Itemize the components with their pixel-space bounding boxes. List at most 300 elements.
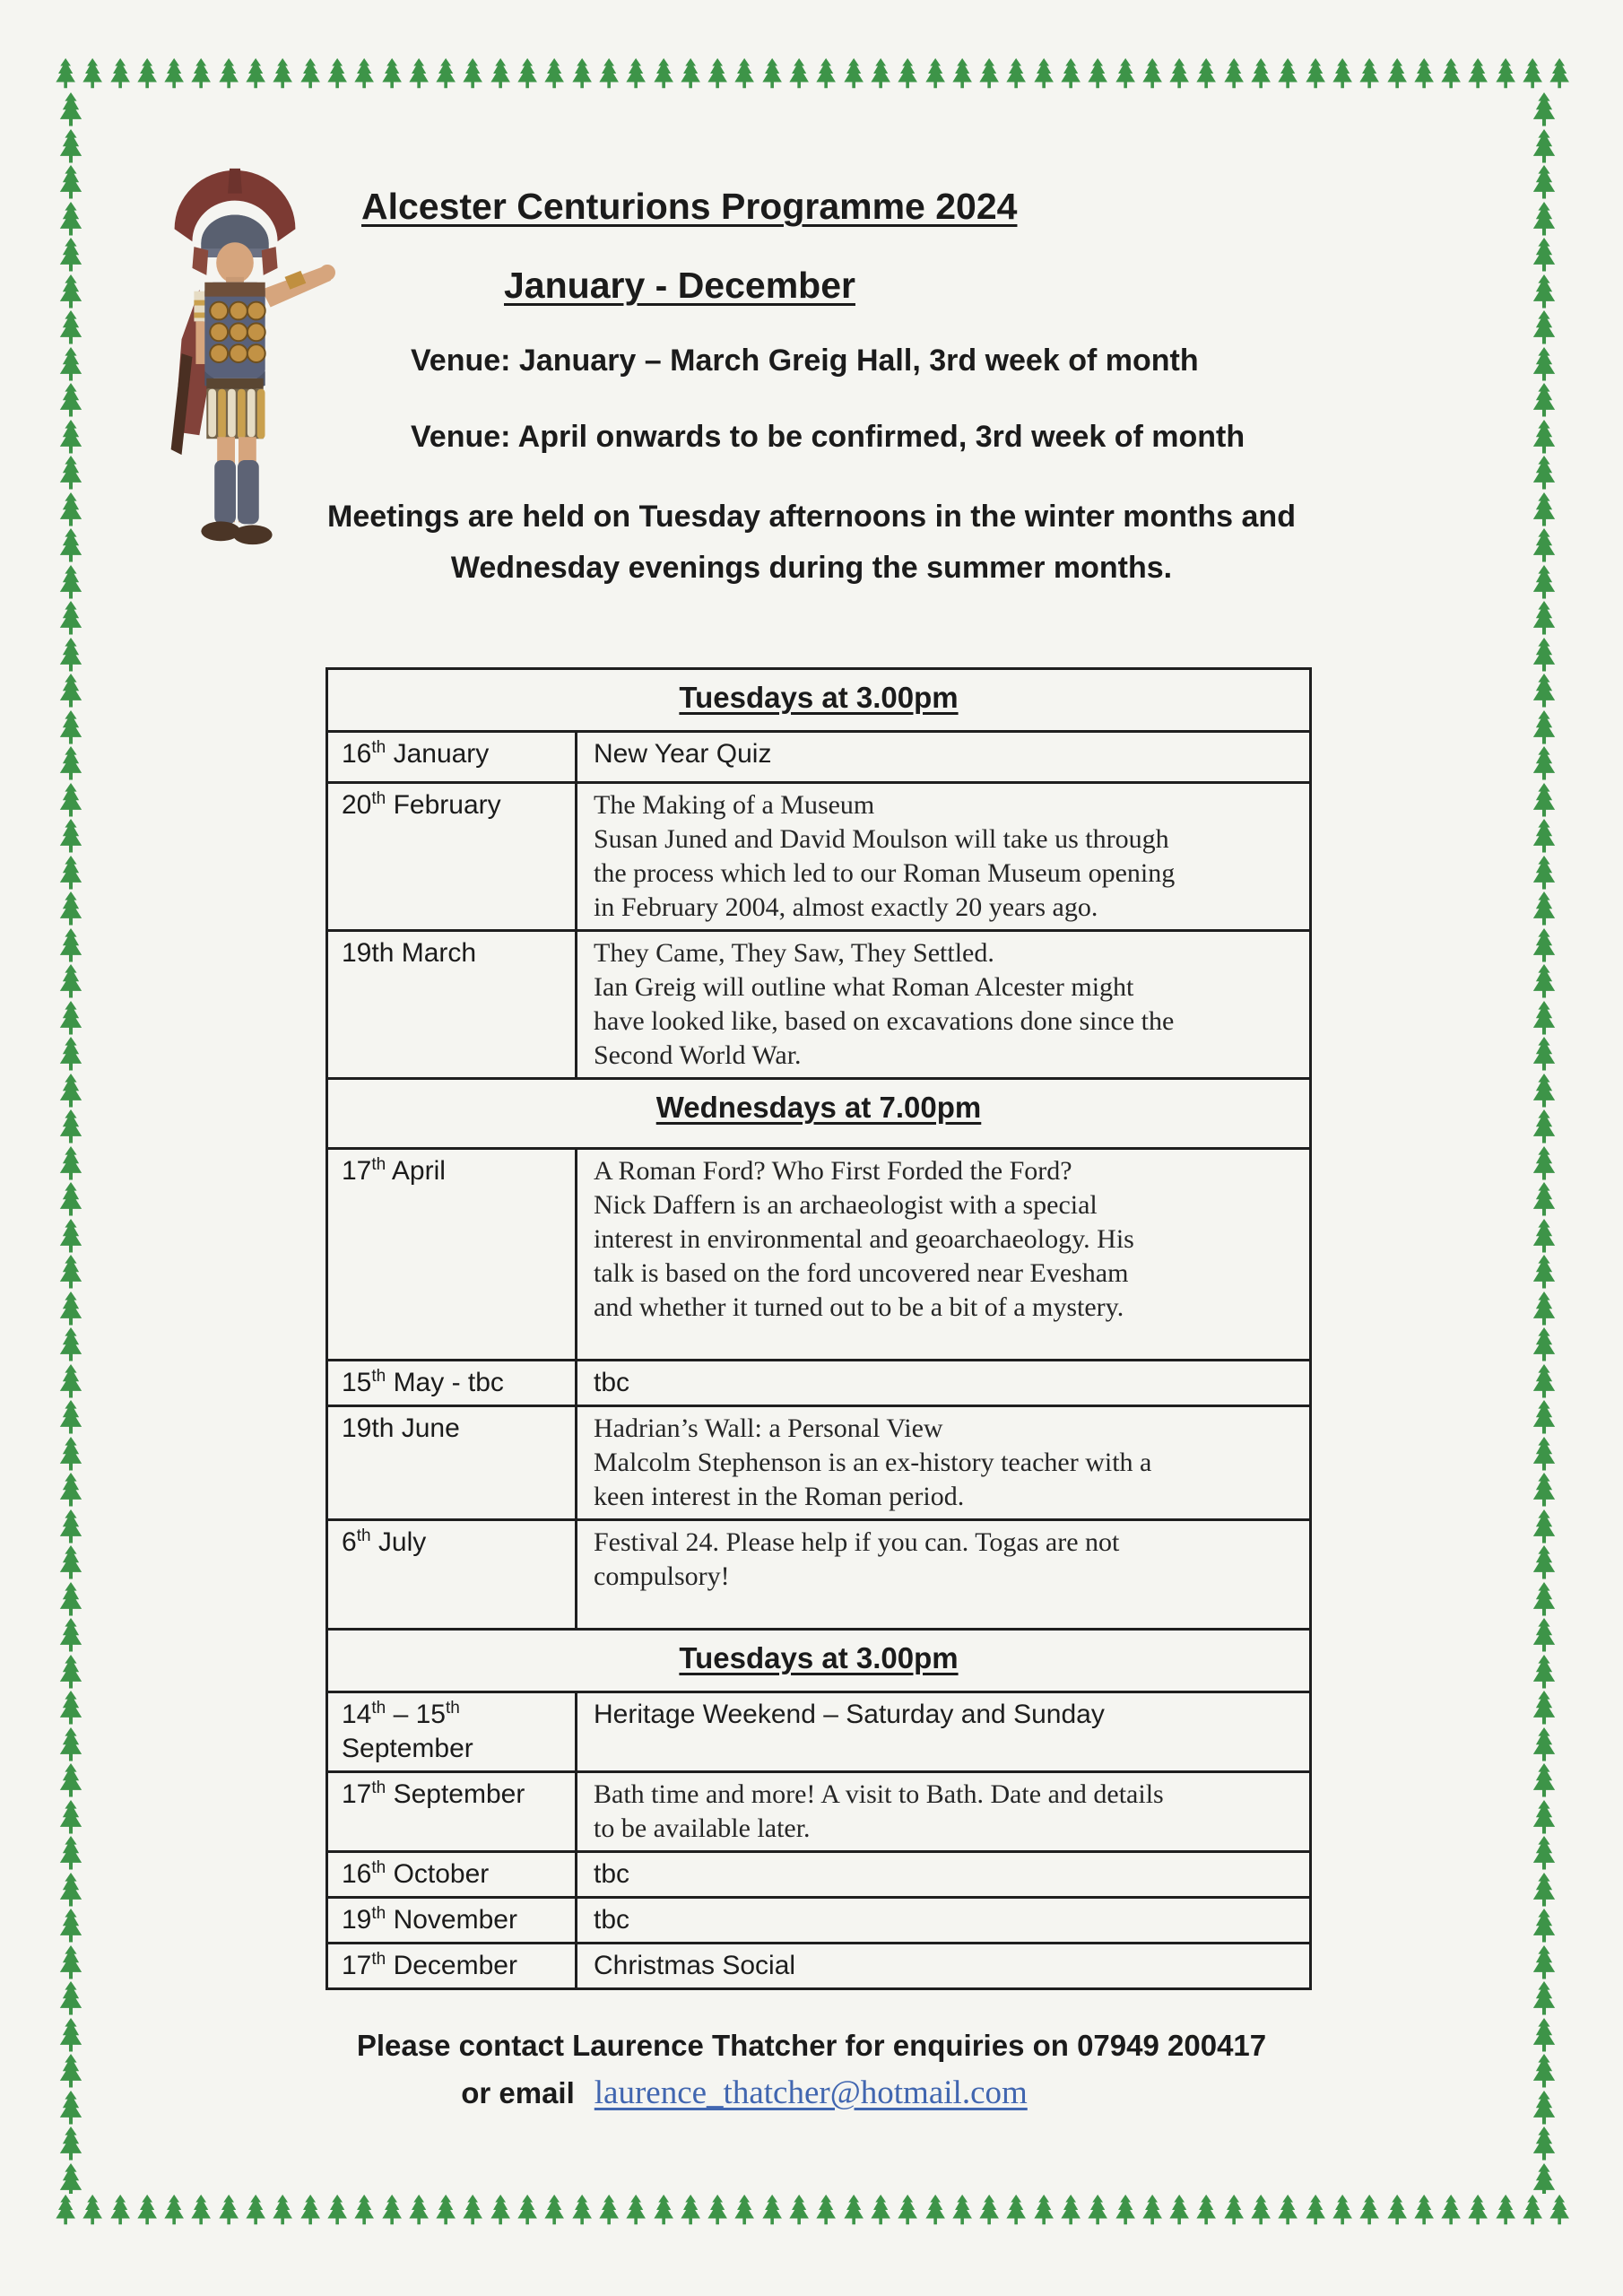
christmas-tree-icon	[107, 2194, 134, 2226]
christmas-tree-icon	[56, 818, 85, 855]
event-date	[328, 1944, 577, 1987]
christmas-tree-icon	[56, 1944, 85, 1981]
christmas-tree-icon	[1530, 1073, 1558, 1109]
christmas-tree-icon	[187, 57, 214, 90]
event-date-line: 19th June	[342, 1413, 460, 1443]
christmas-tree-icon	[56, 927, 85, 964]
christmas-tree-icon	[1530, 164, 1558, 201]
christmas-tree-icon	[134, 2194, 161, 2226]
event-date-line: 20th February	[342, 789, 501, 820]
christmas-tree-icon	[1519, 2194, 1546, 2226]
tree-border-left	[56, 91, 85, 2194]
event-description	[577, 1899, 1309, 1942]
christmas-tree-icon	[1384, 2194, 1410, 2226]
event-date-line: 15th May - tbc	[342, 1367, 504, 1397]
christmas-tree-icon	[56, 1762, 85, 1799]
christmas-tree-icon	[1384, 57, 1410, 90]
christmas-tree-icon	[432, 2194, 459, 2226]
christmas-tree-icon	[1530, 818, 1558, 855]
christmas-tree-icon	[1530, 927, 1558, 964]
christmas-tree-icon	[1492, 57, 1519, 90]
christmas-tree-icon	[650, 57, 677, 90]
event-date	[328, 733, 577, 781]
event-description-line: Ian Greig will outline what Roman Alcester might	[594, 972, 1134, 1002]
christmas-tree-icon	[1530, 1581, 1558, 1618]
christmas-tree-icon	[56, 1036, 85, 1073]
christmas-tree-icon	[1193, 57, 1219, 90]
christmas-tree-icon	[56, 1690, 85, 1726]
christmas-tree-icon	[297, 57, 324, 90]
christmas-tree-icon	[56, 1544, 85, 1581]
schedule-row	[328, 932, 1309, 1080]
christmas-tree-icon	[56, 1145, 85, 1182]
christmas-tree-icon	[1530, 1436, 1558, 1473]
christmas-tree-icon	[52, 57, 79, 90]
christmas-tree-icon	[134, 57, 161, 90]
christmas-tree-icon	[56, 201, 85, 238]
christmas-tree-icon	[79, 57, 106, 90]
event-date	[328, 1899, 577, 1942]
christmas-tree-icon	[56, 164, 85, 201]
christmas-tree-icon	[56, 564, 85, 601]
christmas-tree-icon	[1546, 57, 1573, 90]
christmas-tree-icon	[56, 527, 85, 564]
christmas-tree-icon	[52, 2194, 79, 2226]
meetings-note-line-1: Meetings are held on Tuesday afternoons in the winter months and	[327, 500, 1296, 534]
christmas-tree-icon	[1002, 57, 1029, 90]
christmas-tree-icon	[894, 57, 921, 90]
christmas-tree-icon	[324, 2194, 351, 2226]
event-date	[328, 1853, 577, 1896]
christmas-tree-icon	[56, 128, 85, 165]
christmas-tree-icon	[568, 57, 595, 90]
event-date-line: 14th – 15th	[342, 1699, 460, 1729]
christmas-tree-icon	[56, 1363, 85, 1400]
christmas-tree-icon	[1530, 2162, 1558, 2195]
event-date	[328, 932, 577, 1077]
christmas-tree-icon	[56, 309, 85, 346]
christmas-tree-icon	[56, 1872, 85, 1909]
event-description-line: New Year Quiz	[594, 739, 772, 769]
christmas-tree-icon	[1530, 2090, 1558, 2126]
christmas-tree-icon	[1220, 2194, 1247, 2226]
christmas-tree-icon	[56, 1509, 85, 1545]
christmas-tree-icon	[1139, 2194, 1166, 2226]
christmas-tree-icon	[269, 57, 296, 90]
christmas-tree-icon	[56, 637, 85, 674]
meetings-note-line-2: Wednesday evenings during the summer months.	[450, 551, 1173, 585]
christmas-tree-icon	[242, 2194, 269, 2226]
christmas-tree-icon	[405, 2194, 432, 2226]
event-description	[577, 1773, 1309, 1850]
event-description-line: tbc	[594, 1859, 630, 1889]
christmas-tree-icon	[242, 57, 269, 90]
christmas-tree-icon	[785, 2194, 812, 2226]
christmas-tree-icon	[215, 57, 242, 90]
christmas-tree-icon	[56, 2162, 85, 2195]
christmas-tree-icon	[56, 1908, 85, 1944]
christmas-tree-icon	[1530, 309, 1558, 346]
christmas-tree-icon	[922, 57, 949, 90]
event-description-line: interest in environmental and geoarchaeology. His	[594, 1224, 1134, 1254]
christmas-tree-icon	[215, 2194, 242, 2226]
christmas-tree-icon	[459, 2194, 486, 2226]
christmas-tree-icon	[1530, 745, 1558, 782]
event-description-line: talk is based on the ford uncovered near Evesham	[594, 1258, 1129, 1288]
christmas-tree-icon	[595, 2194, 622, 2226]
christmas-tree-icon	[1530, 637, 1558, 674]
christmas-tree-icon	[487, 57, 514, 90]
tree-border-bottom	[52, 2194, 1575, 2226]
event-description-line: Bath time and more! A visit to Bath. Date and details	[594, 1779, 1164, 1809]
christmas-tree-icon	[1530, 1145, 1558, 1182]
event-description	[577, 1693, 1309, 1770]
christmas-tree-icon	[1530, 1181, 1558, 1218]
christmas-tree-icon	[1530, 2017, 1558, 2054]
christmas-tree-icon	[1530, 1544, 1558, 1581]
christmas-tree-icon	[187, 2194, 214, 2226]
christmas-tree-icon	[1030, 2194, 1057, 2226]
christmas-tree-icon	[56, 1654, 85, 1691]
christmas-tree-icon	[1329, 2194, 1356, 2226]
christmas-tree-icon	[541, 57, 568, 90]
event-date	[328, 1150, 577, 1359]
event-description	[577, 1150, 1309, 1359]
christmas-tree-icon	[56, 1726, 85, 1763]
christmas-tree-icon	[1410, 57, 1437, 90]
christmas-tree-icon	[1530, 564, 1558, 601]
christmas-tree-icon	[1530, 1363, 1558, 1400]
christmas-tree-icon	[161, 2194, 187, 2226]
christmas-tree-icon	[1530, 419, 1558, 456]
email-link[interactable]: laurence_thatcher@hotmail.com	[594, 2074, 1028, 2111]
christmas-tree-icon	[894, 2194, 921, 2226]
christmas-tree-icon	[56, 1000, 85, 1037]
christmas-tree-icon	[812, 57, 839, 90]
christmas-tree-icon	[56, 91, 85, 128]
christmas-tree-icon	[56, 237, 85, 274]
christmas-tree-icon	[56, 382, 85, 419]
christmas-tree-icon	[840, 2194, 867, 2226]
christmas-tree-icon	[1193, 2194, 1219, 2226]
schedule-table	[325, 667, 1312, 1990]
christmas-tree-icon	[1530, 673, 1558, 709]
christmas-tree-icon	[677, 2194, 704, 2226]
christmas-tree-icon	[56, 1799, 85, 1836]
christmas-tree-icon	[1530, 2053, 1558, 2090]
christmas-tree-icon	[1166, 57, 1193, 90]
event-description	[577, 1407, 1309, 1518]
schedule-section-header	[328, 1080, 1309, 1150]
christmas-tree-icon	[759, 57, 785, 90]
christmas-tree-icon	[56, 1980, 85, 2017]
event-description-line: and whether it turned out to be a bit of a mystery.	[594, 1292, 1124, 1322]
christmas-tree-icon	[514, 2194, 541, 2226]
christmas-tree-icon	[1247, 57, 1274, 90]
christmas-tree-icon	[949, 2194, 976, 2226]
christmas-tree-icon	[405, 57, 432, 90]
christmas-tree-icon	[785, 57, 812, 90]
christmas-tree-icon	[56, 1254, 85, 1291]
christmas-tree-icon	[1356, 57, 1383, 90]
christmas-tree-icon	[677, 57, 704, 90]
christmas-tree-icon	[1530, 91, 1558, 128]
event-date	[328, 1773, 577, 1850]
christmas-tree-icon	[1530, 1762, 1558, 1799]
christmas-tree-icon	[1530, 1726, 1558, 1763]
christmas-tree-icon	[1530, 1799, 1558, 1836]
event-description-line: the process which led to our Roman Museum opening	[594, 858, 1176, 888]
christmas-tree-icon	[1530, 346, 1558, 383]
event-description-line: Heritage Weekend – Saturday and Sunday	[594, 1700, 1105, 1729]
christmas-tree-icon	[1329, 57, 1356, 90]
christmas-tree-icon	[1530, 891, 1558, 927]
christmas-tree-icon	[1084, 57, 1111, 90]
christmas-tree-icon	[1530, 1835, 1558, 1872]
event-date	[328, 1521, 577, 1628]
christmas-tree-icon	[568, 2194, 595, 2226]
christmas-tree-icon	[56, 891, 85, 927]
christmas-tree-icon	[1530, 1109, 1558, 1145]
event-date-line: 17th September	[342, 1779, 525, 1809]
schedule-row	[328, 1853, 1309, 1899]
christmas-tree-icon	[459, 57, 486, 90]
christmas-tree-icon	[1530, 1944, 1558, 1981]
page-subtitle: January - December	[504, 265, 855, 306]
christmas-tree-icon	[1530, 1326, 1558, 1363]
event-description-line: They Came, They Saw, They Settled.	[594, 938, 994, 968]
christmas-tree-icon	[1139, 57, 1166, 90]
event-description-line: Christmas Social	[594, 1951, 796, 1980]
christmas-tree-icon	[161, 57, 187, 90]
event-date-line: 16th January	[342, 738, 490, 769]
christmas-tree-icon	[1530, 237, 1558, 274]
christmas-tree-icon	[56, 346, 85, 383]
christmas-tree-icon	[107, 57, 134, 90]
venue-line-2: Venue: April onwards to be confirmed, 3rd week of month	[411, 420, 1245, 454]
christmas-tree-icon	[1437, 2194, 1464, 2226]
christmas-tree-icon	[56, 1291, 85, 1327]
christmas-tree-icon	[56, 2126, 85, 2162]
christmas-tree-icon	[56, 709, 85, 746]
christmas-tree-icon	[56, 1181, 85, 1218]
christmas-tree-icon	[1530, 128, 1558, 165]
christmas-tree-icon	[1530, 709, 1558, 746]
email-prefix-label: or email	[461, 2076, 575, 2109]
christmas-tree-icon	[704, 57, 731, 90]
venue-line-1: Venue: January – March Greig Hall, 3rd week of month	[411, 344, 1199, 378]
christmas-tree-icon	[56, 2053, 85, 2090]
event-description-line: compulsory!	[594, 1561, 730, 1591]
event-description-line: have looked like, based on excavations done since the	[594, 1006, 1175, 1036]
christmas-tree-icon	[56, 491, 85, 528]
christmas-tree-icon	[1057, 2194, 1084, 2226]
event-date	[328, 784, 577, 929]
christmas-tree-icon	[976, 2194, 1002, 2226]
christmas-tree-icon	[867, 57, 894, 90]
event-date	[328, 1407, 577, 1518]
tree-border-top	[52, 57, 1575, 90]
christmas-tree-icon	[56, 963, 85, 1000]
page-title: Alcester Centurions Programme 2024	[361, 186, 1018, 227]
christmas-tree-icon	[595, 57, 622, 90]
christmas-tree-icon	[56, 1109, 85, 1145]
christmas-tree-icon	[56, 1073, 85, 1109]
christmas-tree-icon	[1302, 2194, 1329, 2226]
schedule-section-label: Tuesdays at 3.00pm	[679, 1641, 959, 1674]
event-description-line: Festival 24. Please help if you can. Togas are not	[594, 1527, 1120, 1557]
christmas-tree-icon	[56, 419, 85, 456]
event-date-line: 19th March	[342, 938, 477, 968]
event-description	[577, 932, 1309, 1077]
christmas-tree-icon	[56, 600, 85, 637]
christmas-tree-icon	[378, 2194, 405, 2226]
christmas-tree-icon	[56, 1472, 85, 1509]
christmas-tree-icon	[1530, 1291, 1558, 1327]
contact-line: Please contact Laurence Thatcher for enquiries on 07949 200417	[356, 2029, 1267, 2062]
christmas-tree-icon	[840, 57, 867, 90]
christmas-tree-icon	[56, 782, 85, 819]
christmas-tree-icon	[487, 2194, 514, 2226]
christmas-tree-icon	[1530, 1872, 1558, 1909]
christmas-tree-icon	[1530, 201, 1558, 238]
christmas-tree-icon	[1220, 57, 1247, 90]
event-description	[577, 1853, 1309, 1896]
christmas-tree-icon	[1356, 2194, 1383, 2226]
christmas-tree-icon	[56, 274, 85, 310]
christmas-tree-icon	[650, 2194, 677, 2226]
christmas-tree-icon	[541, 2194, 568, 2226]
christmas-tree-icon	[1530, 1654, 1558, 1691]
christmas-tree-icon	[56, 1436, 85, 1473]
christmas-tree-icon	[1530, 382, 1558, 419]
christmas-tree-icon	[1112, 2194, 1139, 2226]
christmas-tree-icon	[622, 57, 649, 90]
christmas-tree-icon	[1247, 2194, 1274, 2226]
schedule-row	[328, 1407, 1309, 1521]
christmas-tree-icon	[56, 673, 85, 709]
event-description-line: Second World War.	[594, 1040, 802, 1070]
christmas-tree-icon	[1530, 1472, 1558, 1509]
event-description-line: A Roman Ford? Who First Forded the Ford?	[594, 1156, 1072, 1186]
christmas-tree-icon	[432, 57, 459, 90]
christmas-tree-icon	[1546, 2194, 1573, 2226]
christmas-tree-icon	[56, 455, 85, 491]
tree-border-right	[1530, 91, 1558, 2194]
christmas-tree-icon	[1437, 57, 1464, 90]
event-description-line: keen interest in the Roman period.	[594, 1482, 965, 1511]
christmas-tree-icon	[1166, 2194, 1193, 2226]
christmas-tree-icon	[56, 1835, 85, 1872]
email-line	[251, 2074, 1237, 2112]
christmas-tree-icon	[1002, 2194, 1029, 2226]
christmas-tree-icon	[976, 57, 1002, 90]
christmas-tree-icon	[1030, 57, 1057, 90]
christmas-tree-icon	[1492, 2194, 1519, 2226]
event-description-line: tbc	[594, 1905, 630, 1935]
christmas-tree-icon	[1530, 1509, 1558, 1545]
christmas-tree-icon	[56, 1399, 85, 1436]
christmas-tree-icon	[704, 2194, 731, 2226]
christmas-tree-icon	[1530, 1908, 1558, 1944]
christmas-tree-icon	[1530, 855, 1558, 891]
event-description	[577, 1361, 1309, 1405]
christmas-tree-icon	[1530, 1218, 1558, 1255]
christmas-tree-icon	[1530, 963, 1558, 1000]
event-date-line: September	[342, 1734, 473, 1763]
event-description-line: Malcolm Stephenson is an ex-history teacher with a	[594, 1448, 1152, 1477]
christmas-tree-icon	[1530, 274, 1558, 310]
event-description-line: Susan Juned and David Moulson will take us through	[594, 824, 1169, 854]
christmas-tree-icon	[514, 57, 541, 90]
christmas-tree-icon	[1530, 2126, 1558, 2162]
christmas-tree-icon	[56, 1581, 85, 1618]
christmas-tree-icon	[1530, 455, 1558, 491]
christmas-tree-icon	[1464, 2194, 1491, 2226]
schedule-row	[328, 1944, 1309, 1987]
christmas-tree-icon	[1530, 782, 1558, 819]
schedule-section-label: Tuesdays at 3.00pm	[679, 681, 959, 714]
schedule-row	[328, 1150, 1309, 1361]
christmas-tree-icon	[56, 745, 85, 782]
schedule-section-label: Wednesdays at 7.00pm	[655, 1091, 982, 1124]
christmas-tree-icon	[1530, 1254, 1558, 1291]
event-description	[577, 784, 1309, 929]
meetings-note	[296, 491, 1327, 594]
christmas-tree-icon	[1519, 57, 1546, 90]
christmas-tree-icon	[1112, 57, 1139, 90]
christmas-tree-icon	[56, 2017, 85, 2054]
christmas-tree-icon	[1530, 1399, 1558, 1436]
christmas-tree-icon	[731, 57, 758, 90]
christmas-tree-icon	[1274, 2194, 1301, 2226]
christmas-tree-icon	[56, 855, 85, 891]
christmas-tree-icon	[949, 57, 976, 90]
christmas-tree-icon	[812, 2194, 839, 2226]
christmas-tree-icon	[1084, 2194, 1111, 2226]
event-date-line: 17th April	[342, 1155, 446, 1186]
schedule-row	[328, 1693, 1309, 1773]
christmas-tree-icon	[1464, 57, 1491, 90]
christmas-tree-icon	[1530, 1000, 1558, 1037]
event-date-line: 16th October	[342, 1858, 490, 1889]
event-description-line: Nick Daffern is an archaeologist with a special	[594, 1190, 1098, 1220]
schedule-row	[328, 733, 1309, 784]
christmas-tree-icon	[867, 2194, 894, 2226]
christmas-tree-icon	[1530, 527, 1558, 564]
schedule-section-header	[328, 1631, 1309, 1693]
event-date-line: 6th July	[342, 1526, 427, 1557]
christmas-tree-icon	[922, 2194, 949, 2226]
christmas-tree-icon	[351, 2194, 378, 2226]
event-description	[577, 733, 1309, 781]
event-description	[577, 1944, 1309, 1987]
christmas-tree-icon	[378, 57, 405, 90]
christmas-tree-icon	[1302, 57, 1329, 90]
christmas-tree-icon	[56, 1617, 85, 1654]
event-date	[328, 1693, 577, 1770]
schedule-row	[328, 784, 1309, 932]
schedule-row	[328, 1361, 1309, 1407]
christmas-tree-icon	[56, 1218, 85, 1255]
christmas-tree-icon	[324, 57, 351, 90]
christmas-tree-icon	[622, 2194, 649, 2226]
event-date	[328, 1361, 577, 1405]
schedule-section-header	[328, 670, 1309, 733]
christmas-tree-icon	[1410, 2194, 1437, 2226]
christmas-tree-icon	[1530, 1036, 1558, 1073]
christmas-tree-icon	[1530, 1617, 1558, 1654]
